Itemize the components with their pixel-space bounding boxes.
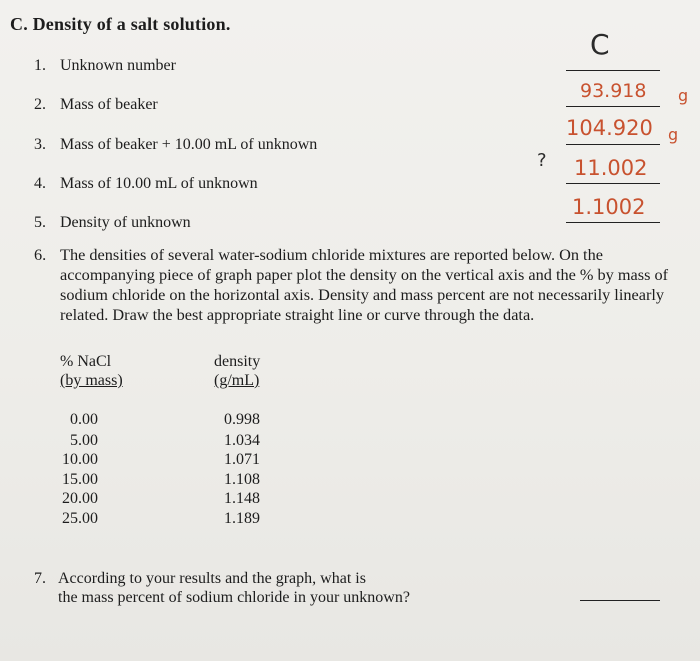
table-header-density <box>214 352 260 390</box>
question-number: 5. <box>34 214 46 231</box>
question-7-line-2: the mass percent of sodium chloride in your unknown? <box>58 589 410 606</box>
table-cell-percent: 10.00 <box>62 451 98 468</box>
question-number: 4. <box>34 175 46 192</box>
answer-line-4 <box>566 183 660 184</box>
answer-line-5 <box>566 222 660 223</box>
table-cell-density: 1.189 <box>224 510 260 527</box>
handwritten-density: 1.1002 <box>572 195 646 219</box>
table-header-percent <box>60 352 123 390</box>
question-label: Mass of beaker <box>60 96 158 113</box>
table-cell-density: 0.998 <box>224 411 260 428</box>
handwritten-unknown: C <box>590 28 610 61</box>
handwritten-beaker-plus-unknown: 104.920 <box>566 116 653 140</box>
answer-line-7 <box>580 600 660 601</box>
question-label: Unknown number <box>60 57 176 74</box>
table-cell-percent: 0.00 <box>70 411 98 428</box>
question-2 <box>34 96 158 114</box>
table-cell-density: 1.108 <box>224 471 260 488</box>
question-6-text: The densities of several water-sodium chloride mixtures are reported below. On the accompanying piece of graph paper plot the density on the vertical axis and the % by mass of sodium chloride on the horizontal axis. Density and mass percent are not necessarily linearly related. Draw the best appropriate straight line or curve through the data. <box>60 245 669 324</box>
header-line: % NaCl <box>60 353 112 370</box>
handwritten-unknown-mass: 11.002 <box>574 156 648 180</box>
table-cell-density: 1.148 <box>224 490 260 507</box>
answer-line-3 <box>566 144 660 145</box>
header-line: (by mass) <box>60 372 123 389</box>
question-number: 7. <box>34 570 46 587</box>
question-label: Mass of beaker + 10.00 mL of unknown <box>60 136 318 153</box>
table-cell-density: 1.071 <box>224 451 260 468</box>
table-cell-percent: 25.00 <box>62 510 98 527</box>
question-7-line-1: According to your results and the graph, what is <box>58 570 366 587</box>
table-cell-percent: 20.00 <box>62 490 98 507</box>
section-heading: C. Density of a salt solution. <box>10 14 231 34</box>
header-line: density <box>214 353 261 370</box>
table-cell-percent: 15.00 <box>62 471 98 488</box>
question-6-number: 6. <box>34 245 47 264</box>
question-3 <box>34 136 317 154</box>
handwritten-unit-g: g <box>668 125 679 144</box>
question-number: 3. <box>34 136 46 153</box>
header-line: (g/mL) <box>214 372 260 389</box>
answer-line-1 <box>566 70 660 71</box>
handwritten-unit-g: g <box>678 86 689 105</box>
handwritten-beaker-mass: 93.918 <box>580 80 647 102</box>
question-4 <box>34 175 258 193</box>
handwritten-question-mark: ? <box>537 150 547 171</box>
answer-line-2 <box>566 106 660 107</box>
table-cell-density: 1.034 <box>224 432 260 449</box>
question-label: Mass of 10.00 mL of unknown <box>60 175 258 192</box>
question-number: 1. <box>34 57 46 74</box>
question-1 <box>34 57 176 75</box>
question-label: Density of unknown <box>60 214 191 231</box>
question-number: 2. <box>34 96 46 113</box>
question-5 <box>34 214 191 232</box>
question-7 <box>34 569 410 606</box>
table-cell-percent: 5.00 <box>70 432 98 449</box>
